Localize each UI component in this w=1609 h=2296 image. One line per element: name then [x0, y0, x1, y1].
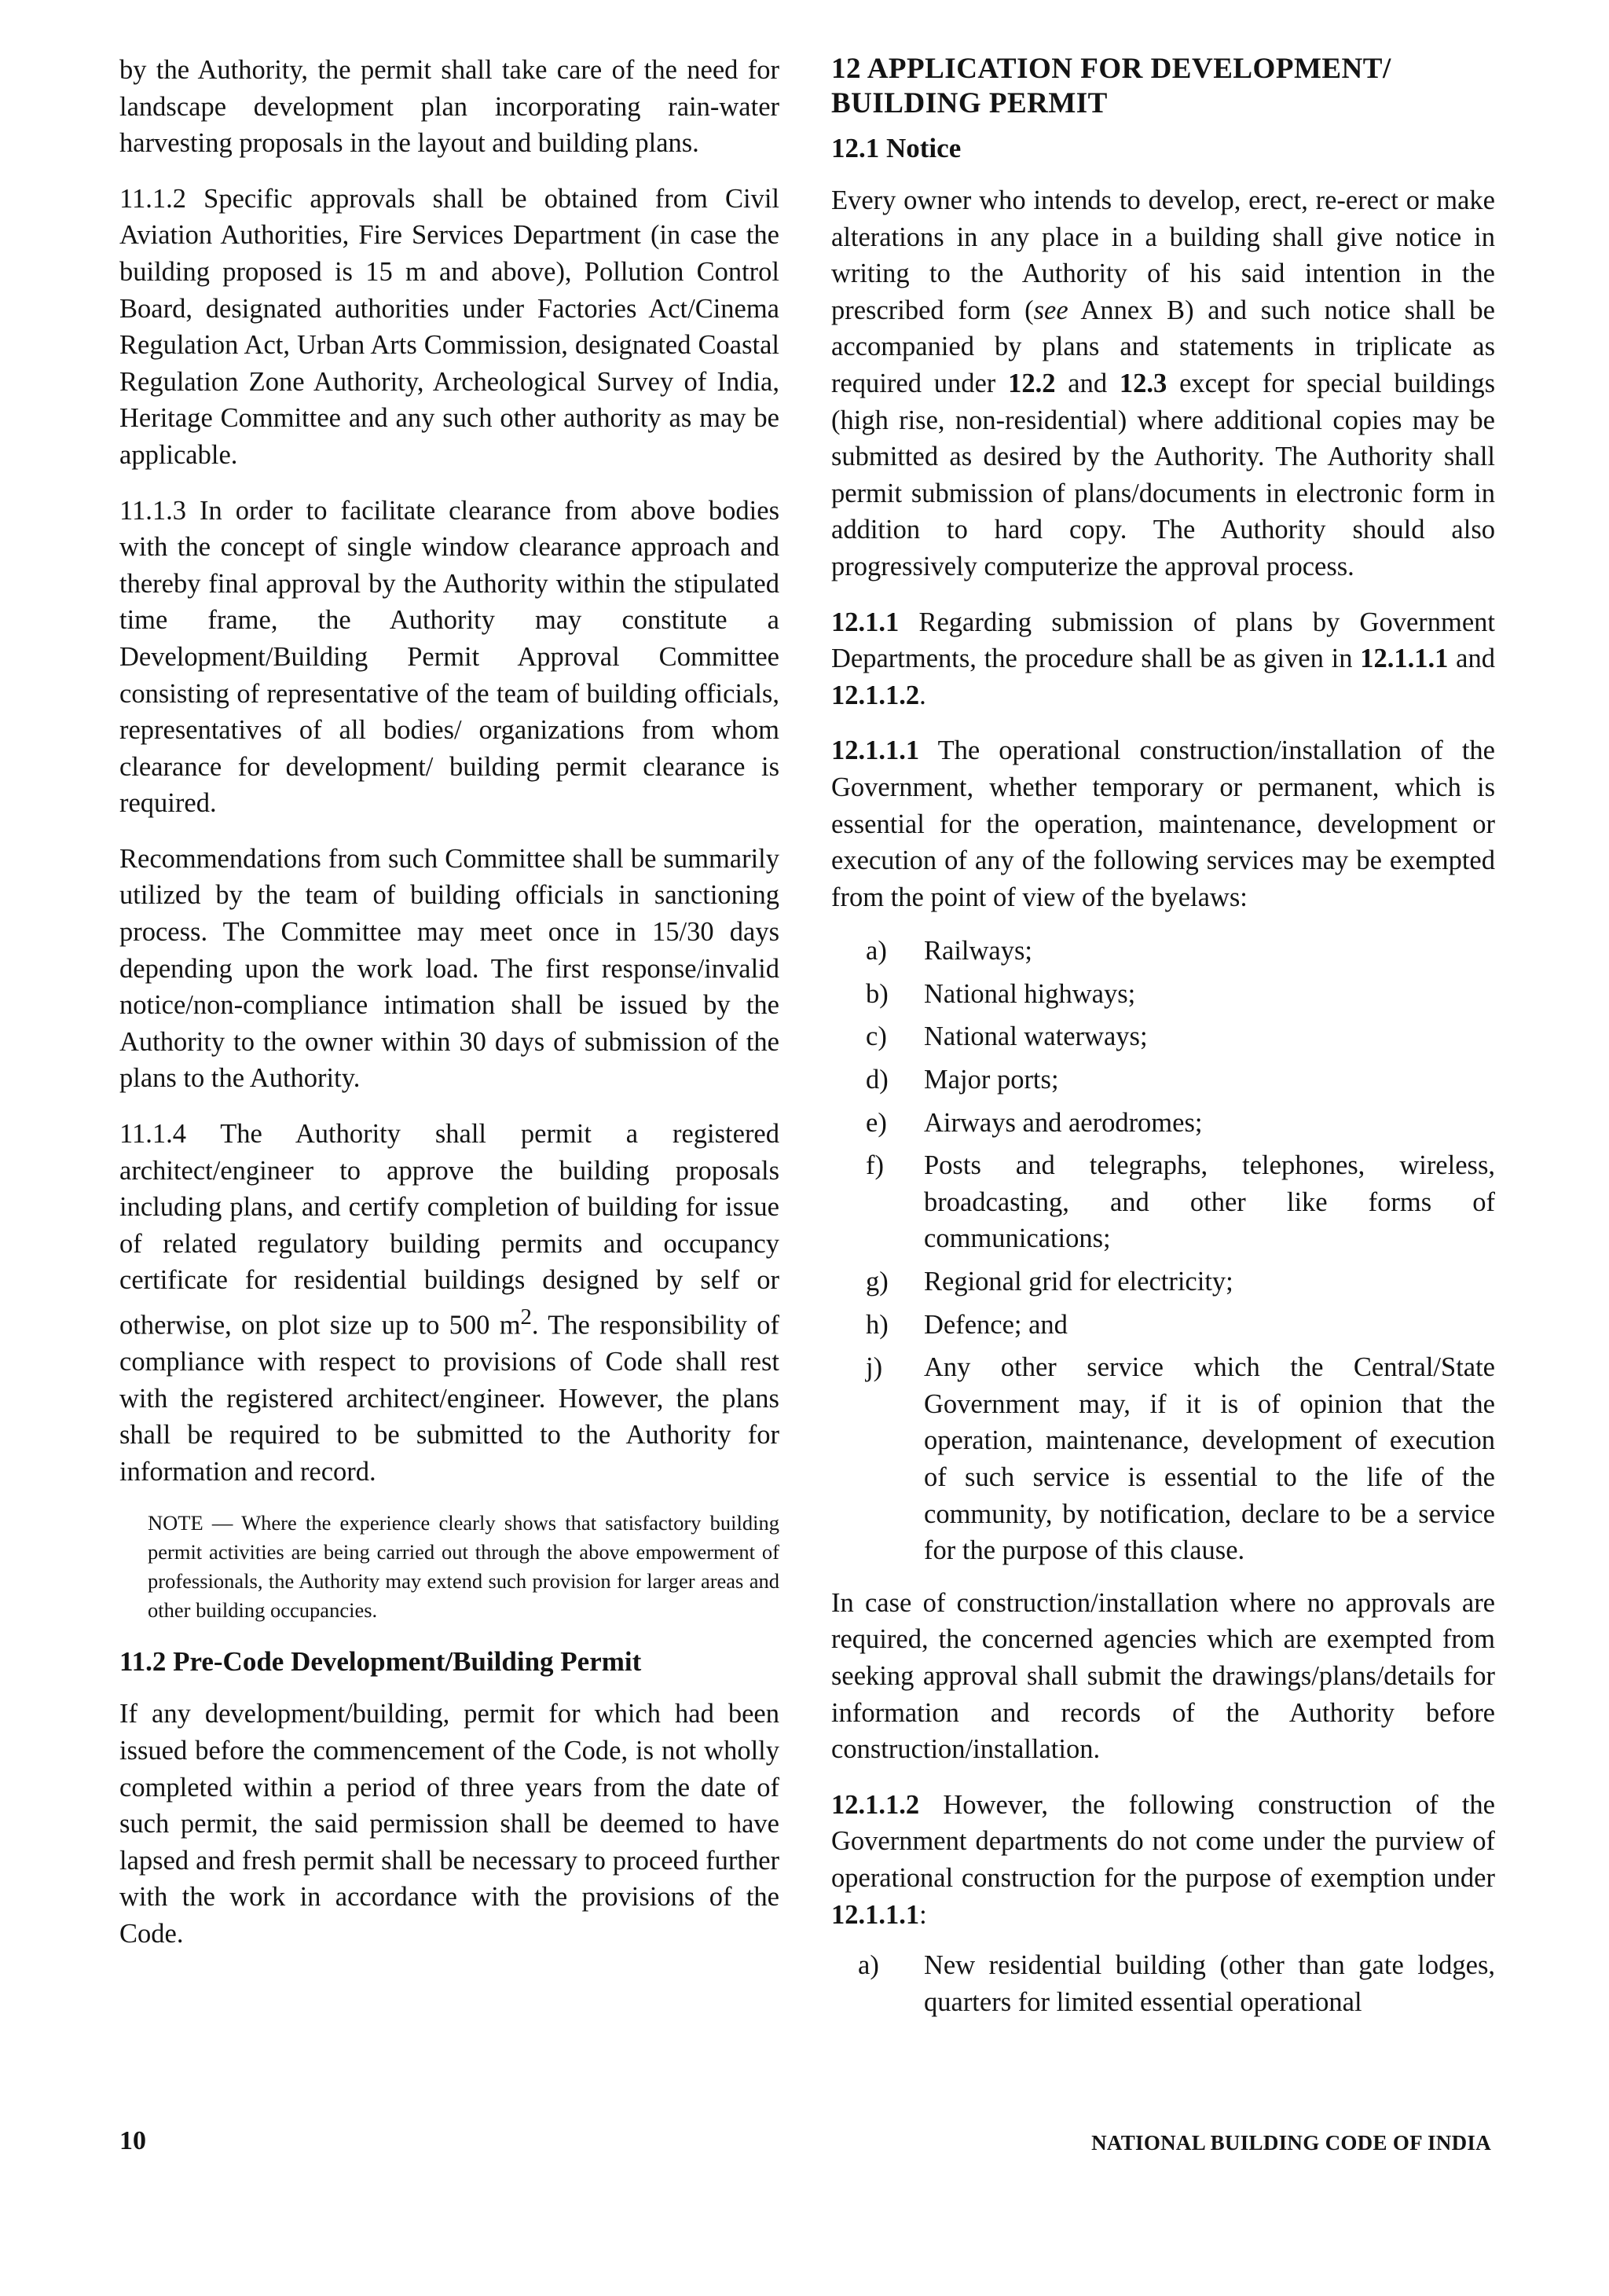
clause-number: 11.1.2 — [119, 183, 186, 214]
text: Regarding submission of plans by Government Departments, the procedure shall be as given in — [831, 607, 1495, 674]
clause-12-1-1-2 — [831, 1787, 1495, 1933]
services-list — [831, 933, 1495, 1569]
ref-12-1-1-1: 12.1.1.1 — [831, 1899, 920, 1930]
ref-12-1-1-1: 12.1.1.1 — [1360, 644, 1449, 674]
footer-title: NATIONAL BUILDING CODE OF INDIA — [1091, 2131, 1491, 2155]
list-item — [831, 976, 1495, 1013]
list-item-label: h) — [866, 1309, 889, 1340]
list-item — [831, 1947, 1495, 2020]
text: and — [1448, 644, 1495, 674]
clause-text: The Authority shall permit a registered architect/engineer to approve the building proposals including plans, and certify completion of building for issue of related regulatory building permits and occupancy certificate for residential buildings designed by self or otherwise, on plot size up to 500 m — [119, 1119, 779, 1341]
text: and — [1055, 368, 1120, 398]
clause-11-1-4 — [119, 1116, 779, 1490]
paragraph-in-case: In case of construction/installation where no approvals are required, the concerned agencies which are exempted from seeking approval shall submit the drawings/plans/details for information and records of the Authority before construction/installation. — [831, 1587, 1495, 1765]
list-item — [831, 1105, 1495, 1142]
list-item — [831, 1264, 1495, 1300]
paragraph-recommendations: Recommendations from such Committee shall be summarily utilized by the team of building officials in sanctioning process. The Committee may meet once in 15/30 days depending upon the work load. The first response/invalid notice/non-compliance intimation shall be issued by the Authority to the owner within 30 days of submission of the plans to the Authority. — [119, 843, 779, 1094]
list-item-label: f) — [866, 1150, 884, 1181]
list-item-text: Any other service which the Central/State Government may, if it is of opinion that the operation, maintenance, development of execution of such service is essential to the life of the community, by notification, declare to be a service for the purpose of this clause. — [924, 1352, 1495, 1566]
clause-11-1-2 — [119, 181, 779, 474]
clause-number: 12.1.1.2 — [831, 1789, 920, 1820]
clause-12-1-1 — [831, 604, 1495, 714]
left-column — [119, 52, 779, 1971]
list-item-text: Railways; — [924, 936, 1032, 966]
superscript: 2 — [520, 1304, 532, 1330]
list-item-label: e) — [866, 1107, 887, 1138]
list-item-label: b) — [866, 978, 889, 1009]
note: NOTE — Where the experience clearly shows that satisfactory building permit activities are being carried out through the above empowerment of professionals, the Authority may extend such provision for larger areas and other building occupancies. — [148, 1511, 779, 1623]
clause-number: 11.1.3 — [119, 495, 186, 526]
clause-text-cont: . The responsibility of compliance with respect to provisions of Code shall rest with the registered architect/engineer. However, the plans shall be required to be submitted to the Authority for information and record. — [119, 1310, 779, 1487]
clause-text: In order to facilitate clearance from above bodies with the concept of single window clearance approach and thereby final approval by the Authority within the stipulated time frame, the Authority may constitute a Development/Building Permit Approval Committee consisting of representative of the team of building officials, representatives of all bodies/ organizations from whom clearance for development/ building permit clearance is required. — [119, 495, 779, 819]
list-item-label: g) — [866, 1267, 889, 1297]
text: . — [919, 680, 926, 710]
text: However, the following construction of the Government departments do not come under the purview of operational construction for the purpose of exemption under — [831, 1789, 1495, 1893]
text: The operational construction/installation of the Government, whether temporary or permanent, which is essential for the operation, maintenance, development or execution of any of the following services may be exempted from the point of view of the byelaws: — [831, 735, 1495, 912]
page-number: 10 — [119, 2126, 146, 2155]
list-item — [831, 1147, 1495, 1257]
clause-number: 12.1.1.1 — [831, 735, 920, 766]
right-column — [831, 52, 1495, 2036]
list-item — [831, 1062, 1495, 1098]
list-item — [831, 1349, 1495, 1569]
list-item-text: Airways and aerodromes; — [924, 1107, 1203, 1138]
paragraph-continued: by the Authority, the permit shall take care of the need for landscape development plan incorporating rain-water harvesting proposals in the layout and building plans. — [119, 55, 779, 159]
text: : — [919, 1899, 927, 1930]
list-item-text: Major ports; — [924, 1065, 1059, 1095]
ref-12-3: 12.3 — [1119, 368, 1167, 398]
see-ref: see — [1033, 295, 1068, 325]
list-item-label: c) — [866, 1021, 887, 1052]
text: Every owner who intends to develop, erect, re-erect or make alterations in any place in a building shall give notice in writing to the Authority of his said intention in the prescribed form ( — [831, 185, 1495, 325]
clause-text: Specific approvals shall be obtained from Civil Aviation Authorities, Fire Services Department (in case the building proposed is 15 m and above), Pollution Control Board, designated authorities under Factories Act/Cinema Regulation Act, Urban Arts Commission, designated Coastal Regulation Zone Authority, Archeological Survey of India, Heritage Committee and any such other authority as may be applicable. — [119, 183, 779, 470]
list-item-label: d) — [866, 1065, 889, 1095]
list-item-label: a) — [858, 1950, 879, 1981]
list-item-text: National waterways; — [924, 1021, 1148, 1052]
list-item — [831, 933, 1495, 970]
list-item — [831, 1307, 1495, 1344]
list-item — [831, 1018, 1495, 1055]
text: except for special buildings (high rise, non-residential) where additional copies may be submitted as desired by the Authority. The Authority shall permit submission of plans/documents in electronic form in addition to hard copy. The Authority should also progressively computerize the approval process. — [831, 368, 1495, 581]
list-item-text: Posts and telegraphs, telephones, wireless, broadcasting, and other like forms of communications; — [924, 1150, 1495, 1254]
ref-12-1-1-2: 12.1.1.2 — [831, 680, 920, 710]
heading-11-2: 11.2 Pre-Code Development/Building Permit — [119, 1646, 642, 1678]
list-item-text: Defence; and — [924, 1309, 1068, 1340]
clause-12-1-1-1 — [831, 732, 1495, 915]
paragraph-12-1 — [831, 182, 1495, 585]
clause-11-1-3 — [119, 493, 779, 822]
list-item-text: National highways; — [924, 978, 1136, 1009]
clause-number: 11.1.4 — [119, 1119, 186, 1150]
text: Annex B) and such notice shall be accompanied by plans and statements in triplicate as required under — [831, 295, 1495, 398]
list-item-label: a) — [866, 936, 887, 966]
heading-12: 12 APPLICATION FOR DEVELOPMENT/ BUILDING PERMIT — [831, 53, 1391, 119]
list-item-text: Regional grid for electricity; — [924, 1267, 1233, 1297]
clause-number: 12.1.1 — [831, 607, 900, 637]
heading-12-1: 12.1 Notice — [831, 133, 962, 163]
paragraph-11-2: If any development/building, permit for which had been issued before the commencement of the Code, is not wholly completed within a period of three years from the date of such permit, the said permission shall be deemed to have lapsed and fresh permit shall be necessary to proceed further with the work in accordance with the provisions of the Code. — [119, 1699, 779, 1949]
construction-list — [831, 1947, 1495, 2020]
list-item-text: New residential building (other than gate lodges, quarters for limited essential operational — [924, 1950, 1495, 2017]
list-item-label: j) — [866, 1352, 883, 1383]
ref-12-2: 12.2 — [1008, 368, 1056, 398]
